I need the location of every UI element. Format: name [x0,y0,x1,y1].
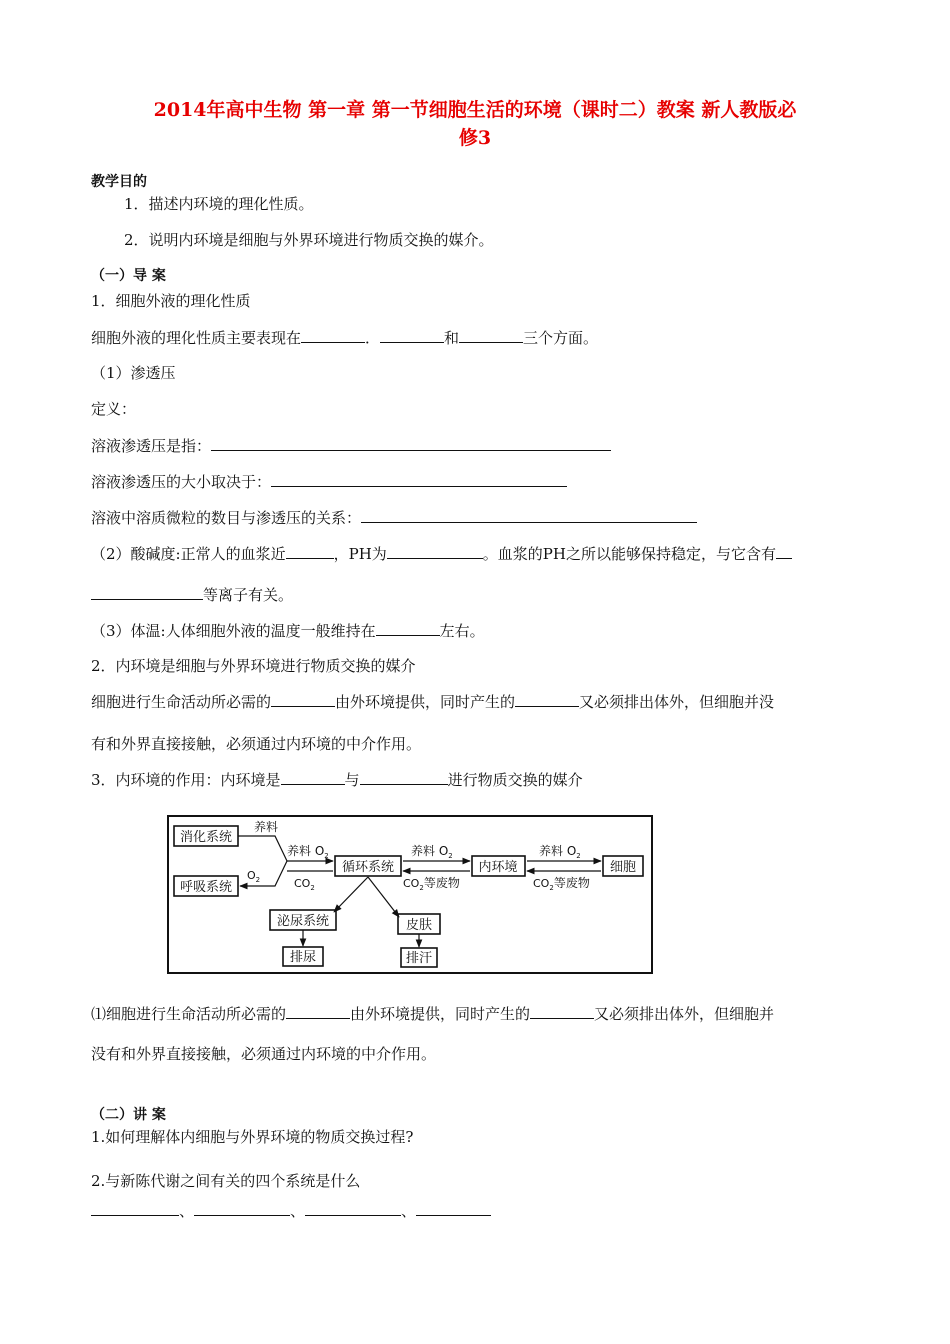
temperature-text: （3）体温:人体细胞外液的温度一般维持在 左右。 [91,622,485,640]
question-text: ⑴细胞进行生命活动所必需的 由外环境提供，同时产生的 又必须排出体外，但细胞并 [91,1005,775,1023]
label-o2-respiratory: $O_2$ [247,869,261,884]
lecture-question-1: 1.如何理解体内细胞与外界环境的物质交换过程? [91,1128,414,1146]
lecture-question-2: 2.与新陈代谢之间有关的四个系统是什么 [91,1172,361,1190]
label-nutrients-o2-cell: 养料 $O_2$ [539,844,581,860]
arrow-to-skin [368,877,399,917]
label-nutrients-digestive: 养料 [254,820,279,834]
section-1-text: 细胞外液的理化性质主要表现在 ． 和 三个方面。 [91,329,599,347]
sweating-box [401,948,437,967]
label-nutrients-o2-internal: 养料 $O_2$ [411,844,453,860]
svg-text:呼吸系统: 呼吸系统 [179,880,233,895]
arrow-to-urinary [334,877,368,912]
blank [91,1200,179,1216]
document-title [80,96,870,152]
question-text-continued: 没有和外界直接接触，必须通过内环境的中介作用。 [91,1045,437,1063]
blank [301,327,365,343]
section-2-text-continued: 有和外界直接接触，必须通过内环境的中介作用。 [91,735,422,753]
blank [91,584,203,600]
blank [459,327,523,343]
ph-text-continued: 等离子有关。 [91,584,293,605]
blank [286,1003,350,1019]
section-2-text: 细胞进行生命活动所必需的 由外环境提供，同时产生的 又必须排出体外，但细胞并没 [91,693,775,711]
exchange-diagram [167,815,653,974]
blank [376,620,440,636]
diagram-frame [168,816,652,973]
blank [416,1200,491,1216]
section-1-title: 1．细胞外液的理化性质 [91,292,251,310]
blank [380,327,444,343]
objectives-heading: 教学目的 [91,174,147,190]
svg-text:泌尿系统: 泌尿系统 [276,914,330,929]
respiratory-system-box [174,876,238,896]
blank [305,1200,401,1216]
osmotic-question-3: 溶液中溶质微粒的数目与渗透压的关系： [91,507,697,528]
blank [515,691,579,707]
section-2-title: 2．内环境是细胞与外界环境进行物质交换的媒介 [91,657,416,675]
blank [360,769,448,785]
blank [281,769,345,785]
internal-environment-box [472,856,525,876]
svg-text:细胞: 细胞 [609,860,637,875]
svg-text:排尿: 排尿 [289,950,317,965]
arrow-digestive-out [238,836,287,861]
cell-box [603,856,643,876]
blank [387,543,483,559]
blank [211,435,611,451]
svg-text:排汗: 排汗 [405,951,433,966]
blank [776,543,792,559]
blank [286,543,334,559]
label-co2-waste-internal: $CO_2$等废物 [403,876,460,892]
urinary-system-box [270,910,336,930]
blank [361,507,697,523]
label-co2-circulatory: $CO_2$ [294,877,315,892]
blank [271,471,567,487]
definition-label: 定义： [91,400,137,418]
lecture-heading: （二）讲 案 [91,1107,166,1123]
section-3-text: 3．内环境的作用：内环境是 与 进行物质交换的媒介 [91,771,583,789]
objective-2: 2．说明内环境是细胞与外界环境进行物质交换的媒介。 [124,231,494,249]
label-nutrients-o2-circulatory: 养料 $O_2$ [287,844,329,860]
ph-text: （2）酸碱度:正常人的血浆近 ，PH为 。血浆的PH之所以能够保持稳定，与它含有 [91,543,792,564]
blank [271,691,335,707]
blank [530,1003,594,1019]
four-systems-blanks: 、 、 、 [91,1200,491,1221]
digestive-system-box [174,826,238,846]
osmotic-title: （1）渗透压 [91,364,176,382]
title-line-2: 修3 [458,127,492,149]
guide-heading: （一）导 案 [91,268,166,284]
circulatory-system-box [335,856,401,876]
svg-text:内环境: 内环境 [478,860,518,875]
blank [194,1200,290,1216]
osmotic-question-1: 溶液渗透压是指： [91,435,611,456]
label-co2-waste-cell: $CO_2$等废物 [533,876,590,892]
svg-text:消化系统: 消化系统 [179,830,233,845]
svg-text:皮肤: 皮肤 [405,918,433,933]
urination-box [283,947,323,966]
svg-text:循环系统: 循环系统 [341,860,395,875]
title-line-1: 2014年高中生物 第一章 第一节细胞生活的环境（课时二）教案 新人教版必 [153,99,797,121]
osmotic-question-2: 溶液渗透压的大小取决于： [91,471,567,492]
objective-1: 1．描述内环境的理化性质。 [124,195,314,213]
skin-box [398,914,440,934]
